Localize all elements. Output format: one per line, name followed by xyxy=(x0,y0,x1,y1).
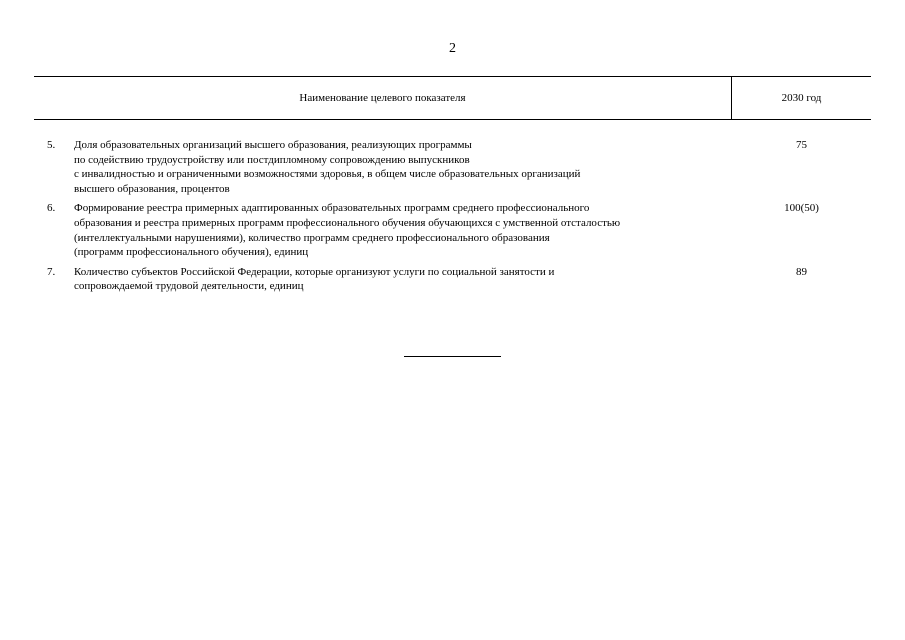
indicator-text-line: с инвалидностью и ограниченными возможностями здоровья, в общем числе образовательных организаций xyxy=(74,168,581,181)
indicator-text xyxy=(74,138,724,196)
indicator-text-line: образования и реестра примерных программ профессионального обучения обучающихся с умственной отсталостью xyxy=(74,216,621,229)
row-number: 6. xyxy=(47,202,56,215)
row-number: 5. xyxy=(47,139,56,151)
table-row xyxy=(34,201,871,259)
indicator-text xyxy=(74,265,724,294)
header-year-2030: 2030 год xyxy=(781,92,822,104)
indicator-text-line: по содействию трудоустройству или постдипломному сопровождению выпускников xyxy=(74,153,470,166)
indicator-value: 75 xyxy=(796,139,807,151)
indicator-text-line: Доля образовательных организаций высшего образования, реализующих программы xyxy=(74,139,472,151)
row-number: 7. xyxy=(47,265,56,278)
table-body xyxy=(34,120,871,294)
indicator-text xyxy=(74,201,724,259)
indicator-text-line: высшего образования, процентов xyxy=(74,182,230,195)
indicator-text-line: Формирование реестра примерных адаптированных образовательных программ среднего профессионального xyxy=(74,202,590,215)
indicator-text-line: сопровождаемой трудовой деятельности, единиц xyxy=(74,280,304,293)
target-indicators-table xyxy=(34,76,871,299)
indicator-text-line: Количество субъектов Российской Федерации, которые организуют услуги по социальной занятости и xyxy=(74,265,555,278)
table-header-row xyxy=(34,76,871,120)
indicator-text-line: (программ профессионального обучения), единиц xyxy=(74,246,309,259)
table-row xyxy=(34,138,871,196)
table-row xyxy=(34,265,871,294)
indicator-value: 89 xyxy=(796,265,807,278)
indicator-value: 100(50) xyxy=(784,202,819,215)
indicator-text-line: (интеллектуальными нарушениями), количество программ среднего профессионального образования xyxy=(74,231,550,244)
header-indicator-name: Наименование целевого показателя xyxy=(34,77,732,119)
page-number: 2 xyxy=(449,41,456,56)
end-of-document-rule xyxy=(404,356,501,357)
